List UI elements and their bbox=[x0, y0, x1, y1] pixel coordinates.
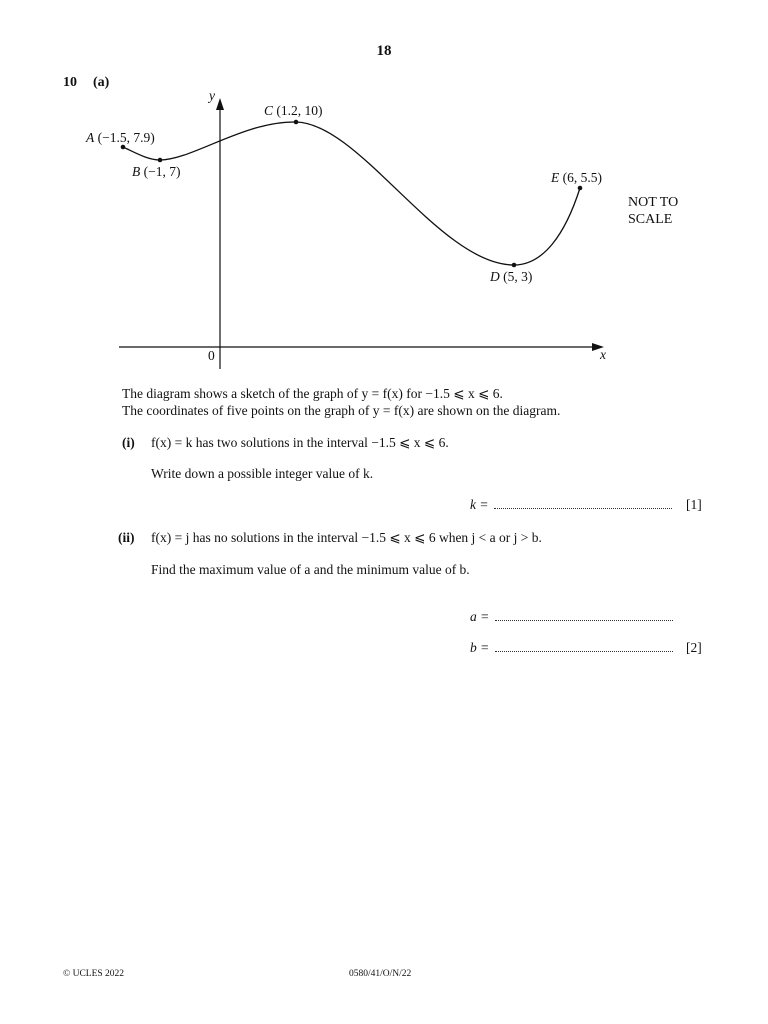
point-c bbox=[294, 120, 299, 125]
curve-f-of-x bbox=[123, 122, 580, 265]
answer-k-line bbox=[470, 497, 672, 513]
point-d-label: D (5, 3) bbox=[490, 269, 533, 284]
not-to-scale-note: NOT TO SCALE bbox=[628, 195, 679, 227]
y-axis-arrow bbox=[216, 98, 224, 110]
point-d bbox=[512, 263, 517, 268]
answer-k-label: k = bbox=[470, 497, 489, 512]
part-i-label: (i) bbox=[122, 435, 135, 450]
footer-paper-code: 0580/41/O/N/22 bbox=[349, 969, 412, 979]
point-a bbox=[121, 145, 126, 150]
answer-b-field[interactable] bbox=[495, 641, 673, 652]
point-b-label: B (−1, 7) bbox=[132, 164, 181, 179]
y-axis-label: y bbox=[209, 88, 215, 103]
point-a-label: A (−1.5, 7.9) bbox=[86, 130, 155, 145]
answer-k-field[interactable] bbox=[494, 498, 672, 509]
footer-copyright: © UCLES 2022 bbox=[63, 969, 125, 979]
page-number: 18 bbox=[376, 43, 392, 59]
origin-label: 0 bbox=[208, 348, 215, 363]
part-i-instruction: Write down a possible integer value of k. bbox=[151, 466, 374, 481]
question-number: 10 bbox=[63, 75, 77, 90]
answer-a-line bbox=[470, 609, 673, 625]
intro-line-1: The diagram shows a sketch of the graph of y = f(x) for −1.5 ⩽ x ⩽ 6. bbox=[122, 386, 503, 401]
point-e bbox=[578, 186, 583, 191]
point-c-label: C (1.2, 10) bbox=[264, 103, 323, 118]
point-e-label: E (6, 5.5) bbox=[551, 170, 602, 185]
answer-a-field[interactable] bbox=[495, 610, 673, 621]
point-b bbox=[158, 158, 163, 163]
part-ii-label: (ii) bbox=[118, 530, 135, 545]
question-part-label: (a) bbox=[93, 75, 110, 90]
part-i-statement: f(x) = k has two solutions in the interval −1.5 ⩽ x ⩽ 6. bbox=[151, 435, 449, 450]
marks-part-ii: [2] bbox=[686, 640, 702, 655]
part-ii-statement: f(x) = j has no solutions in the interval −1.5 ⩽ x ⩽ 6 when j < a or j > b. bbox=[151, 530, 542, 545]
answer-b-label: b = bbox=[470, 640, 490, 655]
part-ii-instruction: Find the maximum value of a and the minimum value of b. bbox=[151, 562, 470, 577]
marks-part-i: [1] bbox=[686, 497, 702, 512]
answer-a-label: a = bbox=[470, 609, 490, 624]
intro-line-2: The coordinates of five points on the graph of y = f(x) are shown on the diagram. bbox=[122, 403, 561, 418]
x-axis-label: x bbox=[600, 347, 606, 362]
answer-b-line bbox=[470, 640, 673, 656]
